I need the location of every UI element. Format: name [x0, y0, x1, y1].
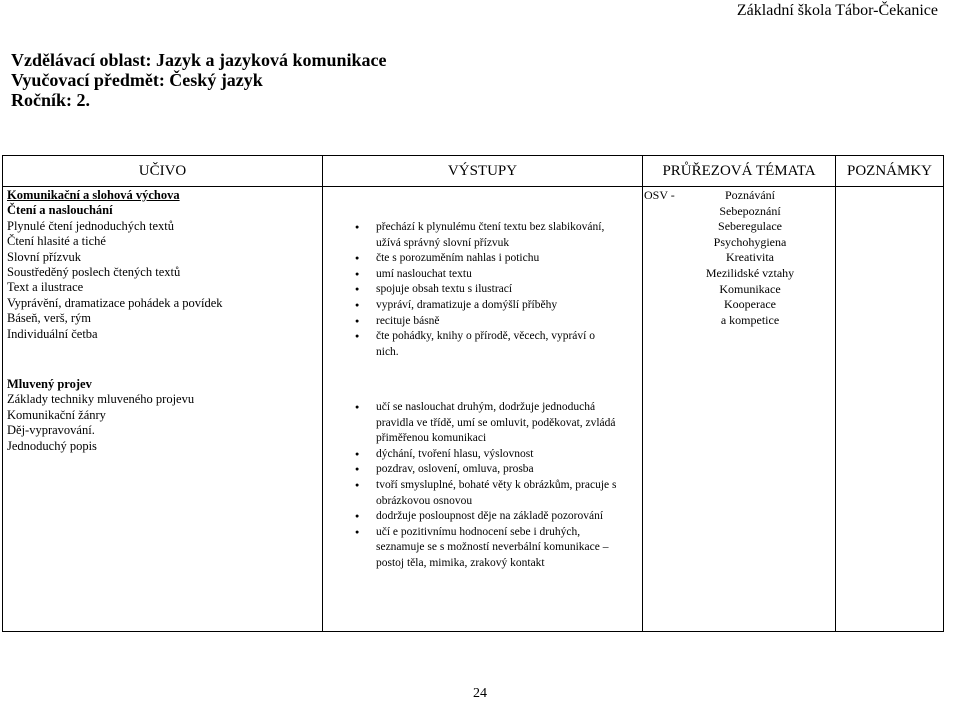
- section-title: Mluvený projev: [7, 377, 92, 391]
- notes-cell: [836, 187, 944, 378]
- list-item: ● čte pohádky, knihy o přírodě, věcech, vypráví o nich.: [355, 329, 605, 360]
- list-item: ● čte s porozuměním nahlas i potichu: [355, 251, 605, 267]
- outputs-cell: [323, 187, 643, 378]
- themes-list: [643, 187, 835, 328]
- theme-item: Kooperace: [724, 297, 776, 312]
- theme-item: Mezilidské vztahy: [705, 265, 795, 280]
- outputs-list: [323, 220, 605, 360]
- list-item: ● pozdrav, oslovení, omluva, prosba: [355, 462, 617, 478]
- list-item: ● dodržuje posloupnost děje na základě pozorování: [355, 509, 617, 525]
- content-item: Jednoduchý popis: [7, 438, 97, 453]
- table-row: [3, 377, 944, 632]
- theme-item: Psychohygiena: [713, 234, 787, 249]
- theme-item: a kompetice: [720, 312, 780, 327]
- content-item: Děj-vypravování.: [7, 423, 95, 438]
- content-item: Soustředěný poslech čtených textů: [7, 265, 181, 280]
- theme-item: Komunikace: [719, 281, 781, 296]
- theme-item: Sebepoznání: [719, 203, 781, 218]
- list-item: ● recituje básně: [355, 314, 605, 330]
- document-heading: [11, 50, 387, 110]
- content-item: Plynulé čtení jednoduchých textů: [7, 218, 174, 233]
- content-item: Komunikační žánry: [7, 407, 106, 422]
- column-header-themes: PRŮŘEZOVÁ TÉMATA: [643, 156, 836, 187]
- table-row: [3, 187, 944, 378]
- content-item: Vyprávění, dramatizace pohádek a povídek: [7, 295, 223, 310]
- content-item: Čtení hlasité a tiché: [7, 234, 106, 249]
- list-item: ● přechází k plynulému čtení textu bez slabikování, užívá správný slovní přízvuk: [355, 220, 605, 251]
- grade: Ročník: 2.: [11, 90, 91, 110]
- subject: Vyučovací předmět: Český jazyk: [11, 70, 263, 90]
- notes-cell: [836, 377, 944, 632]
- list-item: ● tvoří smysluplné, bohaté věty k obrázkům, pracuje s obrázkovou osnovou: [355, 478, 617, 509]
- theme-item: Seberegulace: [718, 219, 782, 234]
- content-item: Text a ilustrace: [7, 280, 84, 295]
- themes-cell: [643, 377, 836, 632]
- content-cell: [3, 187, 323, 378]
- curriculum-table: [2, 155, 944, 632]
- section-subtitle: Čtení a naslouchání: [7, 203, 113, 218]
- column-header-outputs: VÝSTUPY: [323, 156, 643, 187]
- table-header-row: [3, 156, 944, 187]
- themes-cell: [643, 187, 836, 378]
- theme-item: Poznávání: [725, 188, 775, 202]
- outputs-cell: [323, 377, 643, 632]
- list-item: ● dýchání, tvoření hlasu, výslovnost: [355, 447, 617, 463]
- list-item: ● učí e pozitivnímu hodnocení sebe i druhých, seznamuje se s možností neverbální komunikace – postoj těla, mimika, zrakový kontakt: [355, 525, 617, 572]
- content-item: Individuální četba: [7, 326, 98, 341]
- theme-item: Kreativita: [726, 250, 774, 265]
- school-name: Základní škola Tábor-Čekanice: [736, 2, 938, 19]
- content-item: Slovní přízvuk: [7, 249, 81, 264]
- list-item: ● učí se naslouchat druhým, dodržuje jednoduchá pravidla ve třídě, umí se omluvit, poděkovat, zvládá přiměřenou komunikaci: [355, 400, 617, 447]
- outputs-list: [323, 400, 617, 572]
- content-item: Báseň, verš, rým: [7, 311, 92, 326]
- content-cell: [3, 377, 323, 632]
- educational-area: Vzdělávací oblast: Jazyk a jazyková komunikace: [11, 50, 387, 70]
- column-header-notes: POZNÁMKY: [836, 156, 944, 187]
- themes-label: OSV -: [644, 188, 675, 202]
- content-item: Základy techniky mluveného projevu: [7, 392, 195, 407]
- column-header-content: UČIVO: [3, 156, 323, 187]
- section-title: Komunikační a slohová výchova: [7, 188, 180, 202]
- list-item: ● spojuje obsah textu s ilustrací: [355, 282, 605, 298]
- list-item: ● umí naslouchat textu: [355, 267, 605, 283]
- list-item: ● vypráví, dramatizuje a domýšlí příběhy: [355, 298, 605, 314]
- page-number: 24: [473, 686, 487, 701]
